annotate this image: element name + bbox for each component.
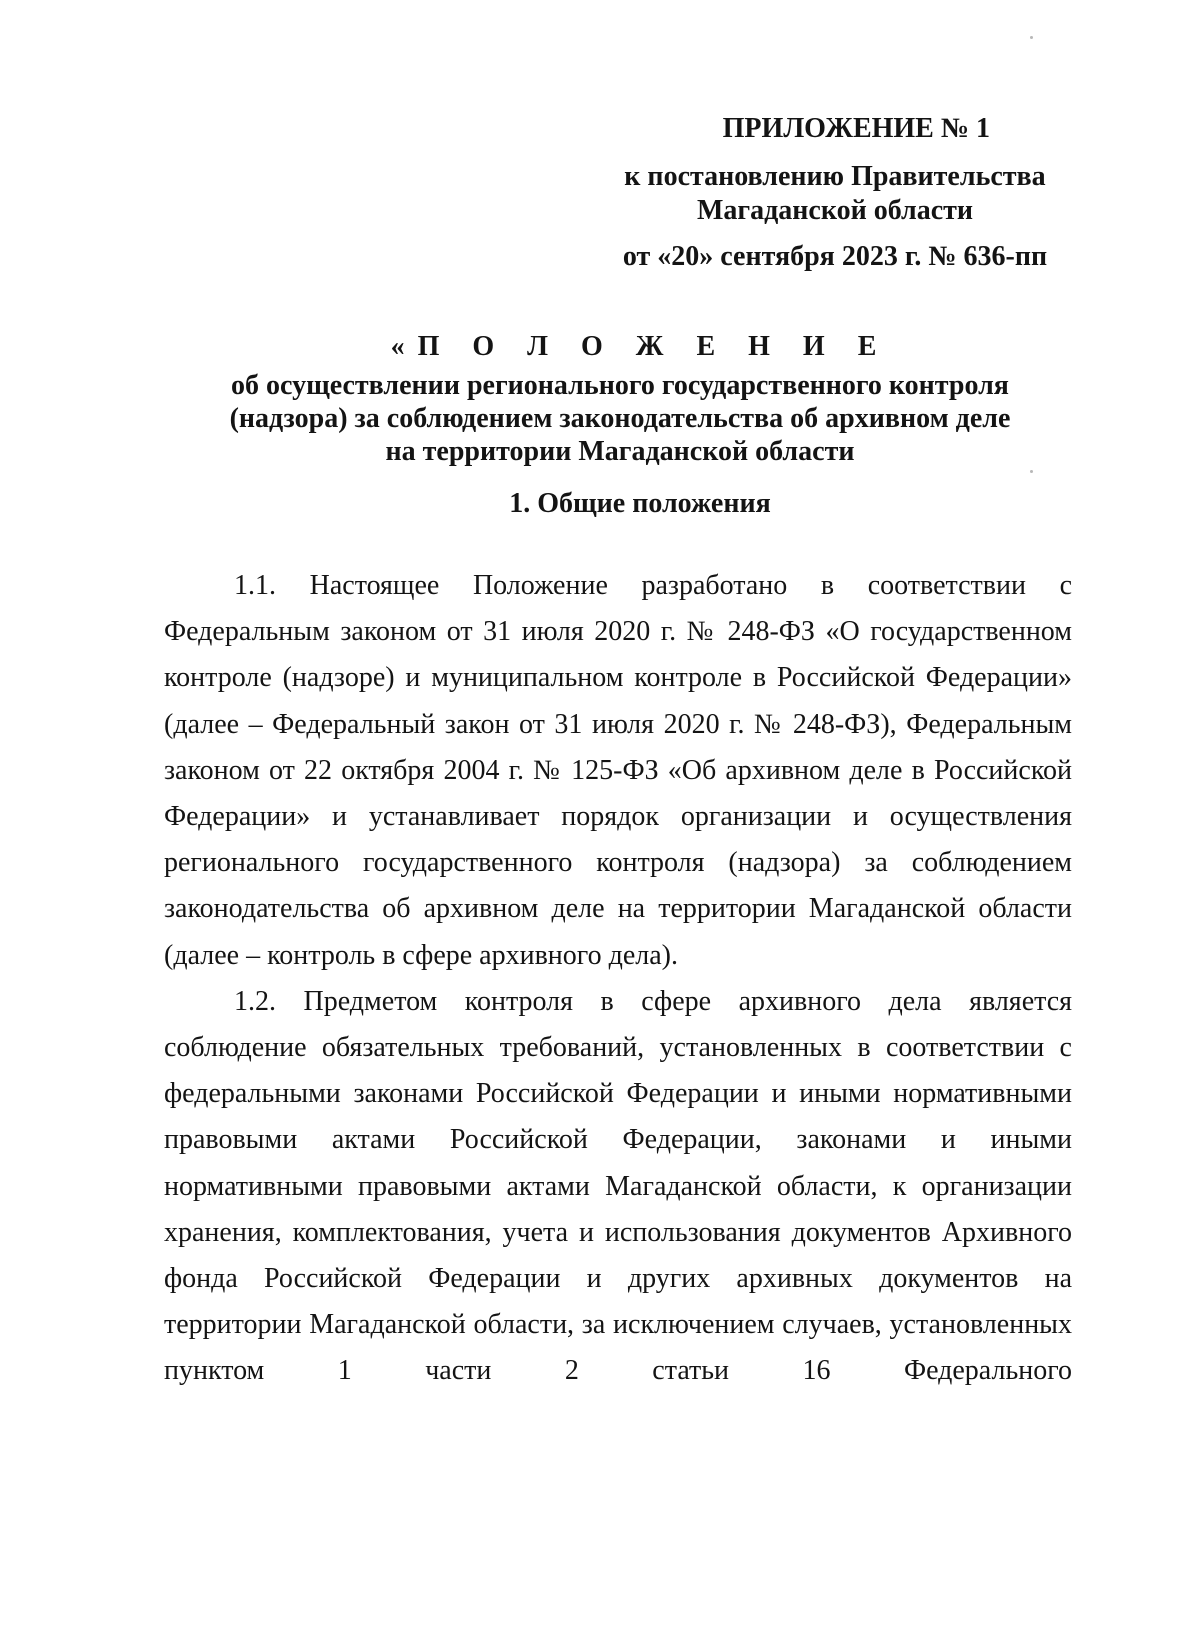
appendix-header [495,112,1055,274]
paragraph-1-1: 1.1. Настоящее Положение разработано в соответствии с Федеральным законом от 31 июля 2020 г. № 248-ФЗ «О государственном контроле (надзоре) и муниципальном контроле в Российской Федерации» (далее – Федеральный закон от 31 июля 2020 г. № 248-ФЗ), Федеральным законом от 22 октября 2004 г. № 125-ФЗ «Об архивном деле в Российской Федерации» и устанавливает порядок организации и осуществления регионального государственного контроля (надзора) за соблюдением законодательства об архивном деле на территории Магаданской области (далее – контроль в сфере архивного дела). [164,570,1072,971]
document-subtitle-line-2: (надзора) за соблюдением законодательства об архивном деле [229,403,1011,434]
document-body [164,563,1072,1395]
section-heading: 1. Общие положения [509,488,771,519]
paragraph-1-2: 1.2. Предметом контроля в сфере архивного дела является соблюдение обязательных требований, установленных в соответствии с федеральными законами Российской Федерации и иными нормативными правовыми актами Российской Федерации, законами и иными нормативными правовыми актами Магаданской области, к организации хранения, комплектования, учета и использования документов Архивного фонда Российской Федерации и других архивных документов на территории Магаданской области, за исключением случаев, установленных пунктом 1 части 2 статьи 16 Федерального [164,985,1072,1387]
appendix-resolution-line: к постановлению Правительства [624,161,1046,192]
scan-speck [1030,36,1033,39]
scan-speck [1030,470,1033,473]
appendix-region-line: Магаданской области [696,195,974,226]
document-title-block [160,330,1080,468]
document-subtitle-line-3: на территории Магаданской области [385,436,855,467]
appendix-title: ПРИЛОЖЕНИЕ № 1 [722,113,990,144]
appendix-date: от «20» сентября 2023 г. № 636-пп [622,241,1048,272]
document-subtitle-line-1: об осуществлении регионального государственного контроля [231,370,1009,401]
document-title: «П О Л О Ж Е Н И Е [390,331,890,362]
